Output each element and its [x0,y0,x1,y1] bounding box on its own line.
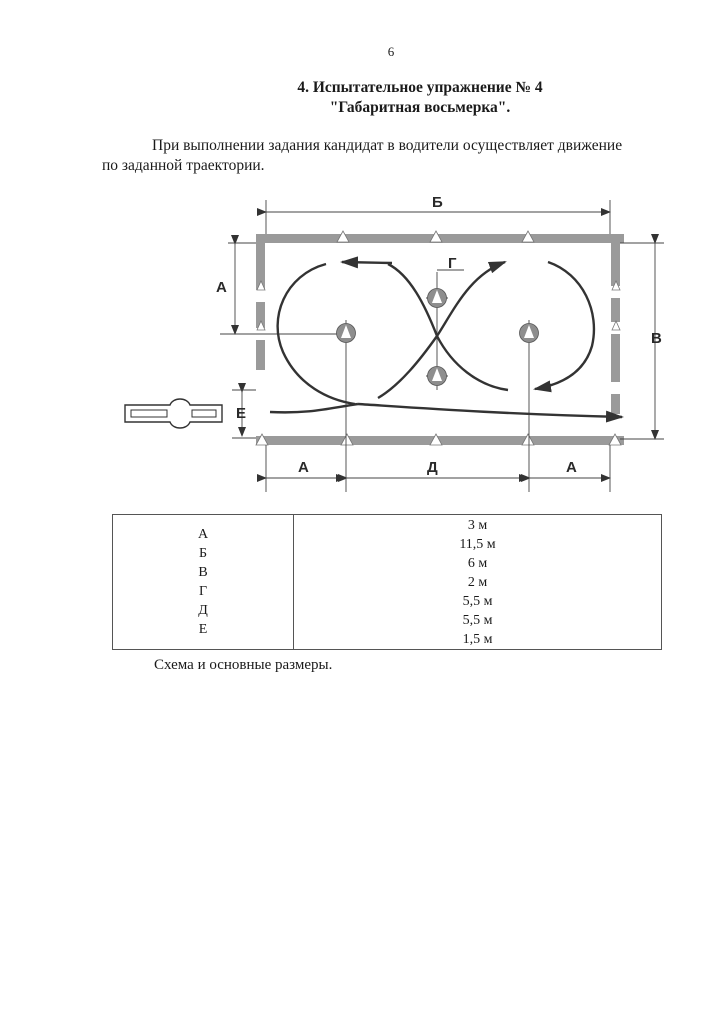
dimension-label: Д [198,603,208,618]
dimension-value: 5,5 м [462,612,493,628]
label-g: Г [448,255,457,272]
label-v: В [651,330,662,347]
dimension-value: 11,5 м [459,536,496,552]
cone-center-bottom [428,367,447,386]
dimension-value: 1,5 м [462,631,493,647]
cone-right [520,324,539,343]
dimensions-table [112,514,662,650]
page-number: 6 [387,44,395,59]
label-e: Е [236,405,247,422]
label-b: Б [432,194,443,211]
label-a-bottom-right: А [566,459,577,476]
dimension-label: Б [198,546,208,561]
paragraph-line-1: При выполнении задания кандидат в водители осуществляет движение [152,137,623,154]
exercise-title: "Габаритная восьмерка". [329,99,511,116]
label-d: Д [427,459,438,476]
label-a-bottom-left: А [298,459,309,476]
cone-left [337,324,356,343]
dimension-value: 6 м [467,555,488,571]
car-icon [125,399,222,428]
dimension-label: А [197,527,209,542]
section-heading: 4. Испытательное упражнение № 4 [297,79,543,96]
values-cell [294,515,662,650]
values-column [294,516,661,649]
dimension-value: 2 м [467,574,488,590]
dimension-label: Е [198,622,208,637]
figure-eight-scheme [0,0,724,500]
trajectory [270,262,622,417]
paragraph-line-2: по заданной траектории. [102,157,265,174]
labels-cell [113,515,294,650]
dimension-value: 5,5 м [462,593,493,609]
dimension-label: В [198,565,208,580]
labels-column [113,525,293,639]
dimension-value: 3 м [467,517,488,533]
label-a-left: А [216,279,227,296]
table-row [113,515,662,650]
dimension-label: Г [198,584,208,599]
figure-caption: Схема и основные размеры. [154,657,333,673]
cone-center-top [428,289,447,308]
